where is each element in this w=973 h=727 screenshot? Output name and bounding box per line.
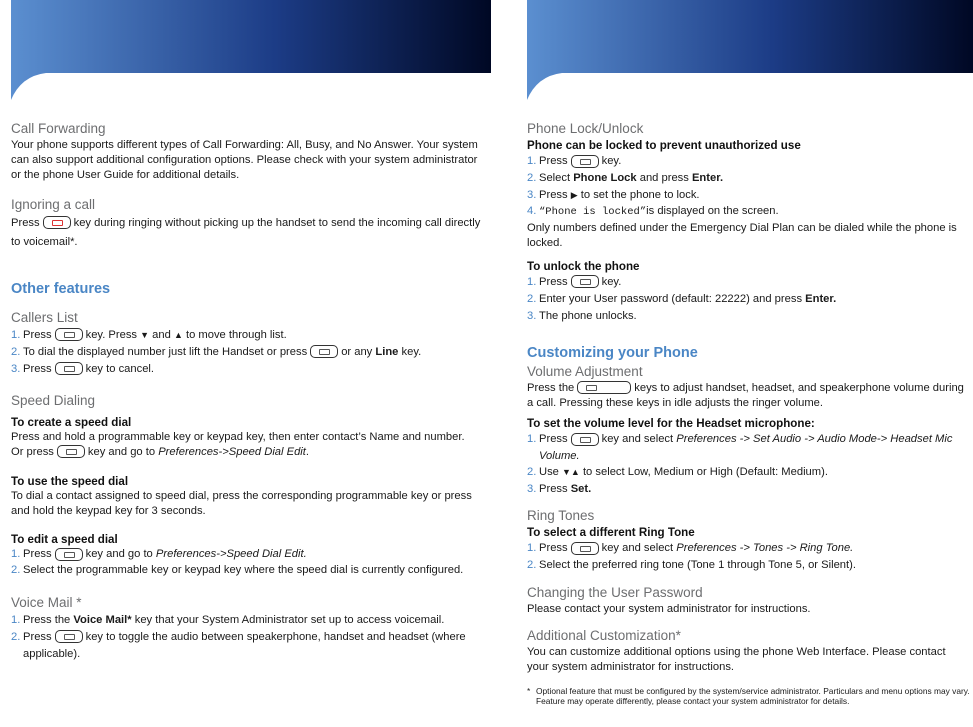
customizing-heading: Customizing your Phone xyxy=(527,344,698,361)
menu-key-icon xyxy=(571,433,599,446)
unlock-heading: To unlock the phone xyxy=(527,259,640,273)
list-item: 2. Press key to toggle the audio between speakerphone, handset and headset (where applicable). xyxy=(11,630,466,660)
list-item: 1. Press key and go to Preferences->Speed Dial Edit. xyxy=(11,548,307,561)
list-item: 2. Enter your User password (default: 22222) and press Enter. xyxy=(527,292,837,305)
ignoring-body: Press key during ringing without picking up the handset to send the incoming call directly to voicemail*. xyxy=(11,216,481,248)
use-speed-dial-heading: To use the speed dial xyxy=(11,475,129,489)
right-column xyxy=(527,120,970,707)
password-body: Please contact your system administrator for instructions. xyxy=(527,603,811,615)
menu-key-icon xyxy=(571,275,599,288)
speaker-key-icon xyxy=(310,345,338,358)
left-banner xyxy=(11,0,491,102)
password-heading: Changing the User Password xyxy=(527,585,703,600)
volume-keys-icon xyxy=(577,381,631,394)
right-banner xyxy=(527,0,973,102)
ring-tones-heading: Ring Tones xyxy=(527,508,595,523)
lock-note: Only numbers defined under the Emergency Dial Plan can be dialed while the phone is locked. xyxy=(527,222,957,250)
create-speed-dial-heading: To create a speed dial xyxy=(11,415,132,429)
other-features-heading: Other features xyxy=(11,280,111,297)
edit-speed-dial-steps xyxy=(11,547,481,577)
voice-mail-heading: Voice Mail * xyxy=(11,594,82,610)
headset-mic-heading: To set the volume level for the Headset microphone: xyxy=(527,417,815,430)
list-item: 1. Press key. xyxy=(527,155,622,167)
speed-dialing-heading: Speed Dialing xyxy=(11,392,96,408)
list-item: 4. “Phone is locked”is displayed on the screen. xyxy=(527,205,779,219)
additional-body: You can customize additional options using the phone Web Interface. Please contact your system administrator for instructions. xyxy=(527,646,946,674)
speaker-key-icon xyxy=(55,630,83,643)
footnote: * Optional feature that must be configured by the system/service administrator. Particulars and menu options may vary. Feature may operate differently, please contact your system administrator for details. xyxy=(527,685,970,707)
list-item: 3. Press Set. xyxy=(527,482,592,495)
callers-list-steps xyxy=(11,327,481,378)
list-item: 1. Press key and select Preferences -> Set Audio -> Audio Mode-> Headset Mic Volume. xyxy=(527,433,953,462)
list-item: 3. Press ▶ to set the phone to lock. xyxy=(527,187,970,204)
call-forwarding-body: Your phone supports different types of Call Forwarding: All, Busy, and No Answer. Your system can also support additional configuration options. Please check with your system administrator or the phone User Guide for additional details. xyxy=(11,139,478,182)
list-item: 1. Press key. xyxy=(527,275,622,288)
voice-mail-steps xyxy=(11,612,481,663)
menu-key-icon xyxy=(57,445,85,458)
use-speed-dial-body: To dial a contact assigned to speed dial, press the corresponding programmable key or press and hold the keypad key for 3 seconds. xyxy=(11,490,472,518)
ignoring-heading: Ignoring a call xyxy=(11,196,96,212)
list-item: 1. Press key. Press ▼ and ▲ to move through list. xyxy=(11,327,481,344)
list-item: 2. Select the preferred ring tone (Tone 1 through Tone 5, or Silent). xyxy=(527,559,856,571)
create-speed-dial-or: Or press key and go to Preferences->Speed Dial Edit. xyxy=(11,445,310,458)
list-item: 2. To dial the displayed number just lift the Handset or press or any Line key. xyxy=(11,345,422,358)
up-triangle-icon: ▲ xyxy=(173,329,183,340)
additional-heading: Additional Customization* xyxy=(527,628,681,644)
left-column xyxy=(11,120,481,663)
unlock-steps xyxy=(527,274,970,325)
ring-steps xyxy=(527,540,970,574)
phone-lock-subheading: Phone can be locked to prevent unauthorized use xyxy=(527,139,801,152)
callers-list-heading: Callers List xyxy=(11,309,78,325)
volume-steps xyxy=(527,431,970,497)
list-item: 2. Use ▼▲ to select Low, Medium or High (Default: Medium). xyxy=(527,464,970,481)
create-speed-dial-body: Press and hold a programmable key or keypad key, then enter contact’s Name and number. xyxy=(11,430,465,443)
menu-key-icon xyxy=(571,542,599,555)
down-triangle-icon: ▼ xyxy=(140,329,150,340)
callers-key-icon xyxy=(55,362,83,375)
menu-key-icon xyxy=(55,548,83,561)
callers-key-icon xyxy=(55,328,83,341)
list-item: 1. Press key and select Preferences -> Tones -> Ring Tone. xyxy=(527,542,854,554)
down-up-triangles-icon: ▼▲ xyxy=(562,467,580,477)
list-item: 3. The phone unlocks. xyxy=(527,309,637,322)
lock-steps xyxy=(527,153,970,221)
list-item: 2. Select Phone Lock and press Enter. xyxy=(527,171,724,184)
list-item: 2. Select the programmable key or keypad key where the speed dial is currently configured. xyxy=(11,563,464,576)
call-forwarding-heading: Call Forwarding xyxy=(11,121,106,136)
list-item: 1. Press the Voice Mail* key that your System Administrator set up to access voicemail. xyxy=(11,613,445,626)
ring-tones-subheading: To select a different Ring Tone xyxy=(527,526,695,539)
menu-key-icon xyxy=(571,155,599,168)
phone-lock-heading: Phone Lock/Unlock xyxy=(527,121,644,136)
volume-body: Press the keys to adjust handset, headset, and speakerphone volume during a call. Pressing these keys in idle adjusts the ringer volume. xyxy=(527,381,964,409)
list-item: 3. Press key to cancel. xyxy=(11,362,155,375)
ignore-key-icon xyxy=(43,216,71,229)
edit-speed-dial-heading: To edit a speed dial xyxy=(11,533,118,547)
volume-heading: Volume Adjustment xyxy=(527,363,643,379)
right-triangle-icon: ▶ xyxy=(570,189,578,200)
